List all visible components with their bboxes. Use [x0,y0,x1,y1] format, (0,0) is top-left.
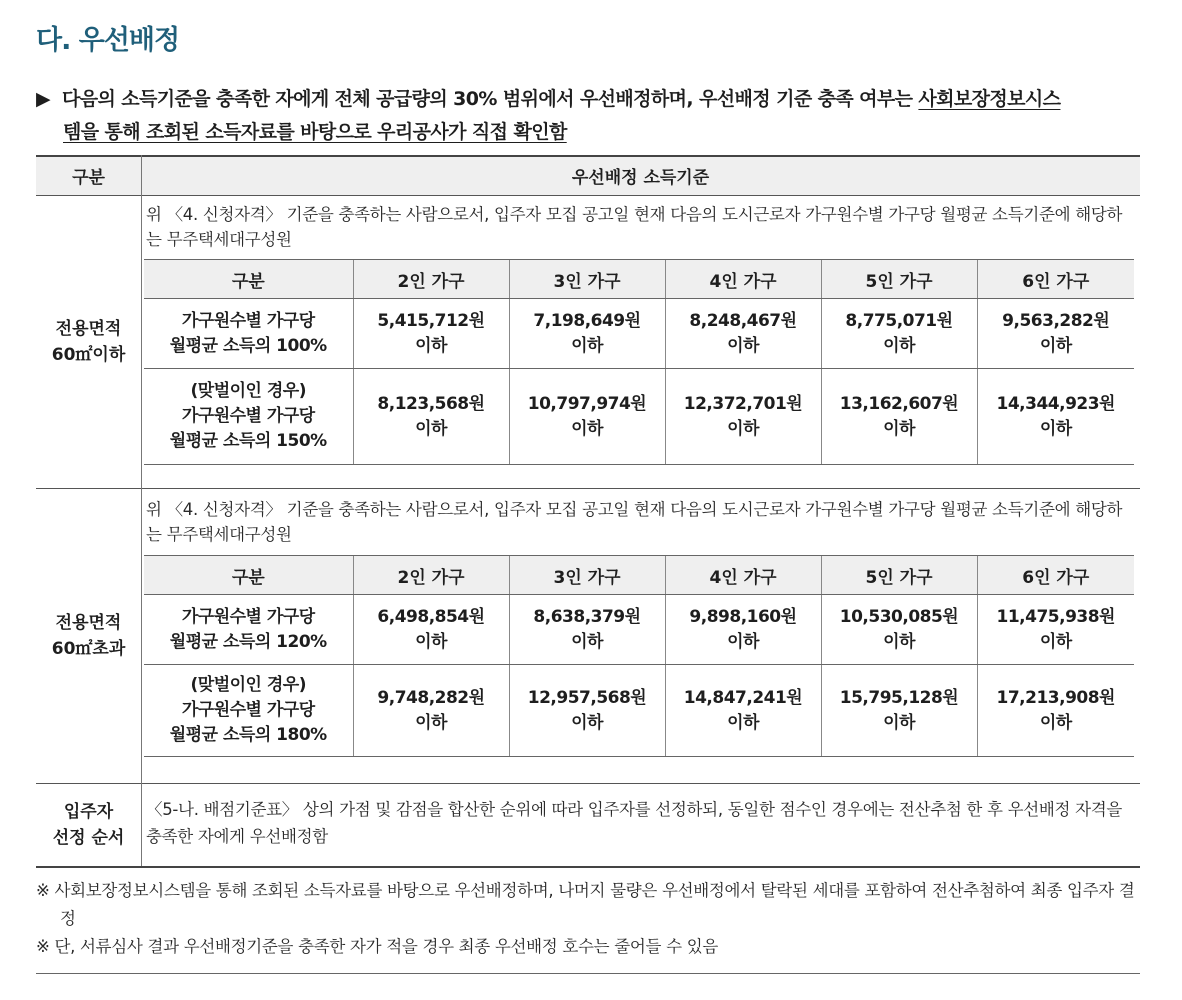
column-header: 6인 가구 [977,556,1134,595]
income-cell: 8,248,467원 이하 [665,299,821,369]
table-top-border [36,155,1140,157]
group-divider-1 [36,488,1140,489]
income-cell: 15,795,128원 이하 [821,665,977,757]
group-1-description: 위 〈4. 신청자격〉 기준을 충족하는 사람으로서, 입주자 모집 공고일 현재 다음의 도시근로자 가구원수별 가구당 월평균 소득기준에 해당하는 무주택세대구성원 [146,205,1123,249]
income-table-60-under [144,259,1134,465]
section-title: 다. 우선배정 [36,25,180,56]
income-cell: 12,372,701원 이하 [665,369,821,465]
income-cell: 12,957,568원 이하 [509,665,665,757]
footnote-2: ※ 단, 서류심사 결과 우선배정기준을 충족한 자가 적을 경우 최종 우선배정 호수는 줄어들 수 있음 [36,937,718,956]
column-header: 5인 가구 [821,260,977,299]
notice-text: 다음의 소득기준을 충족한 자에게 전체 공급량의 30% 범위에서 우선배정하며, 우선배정 기준 충족 여부는 [62,88,919,110]
column-header: 2인 가구 [353,260,509,299]
table-row [144,595,1134,665]
group-label-60-under: 전용면적 60㎡이하 [51,318,126,365]
income-cell: 10,797,974원 이하 [509,369,665,465]
income-cell: 8,123,568원 이하 [353,369,509,465]
order-label: 입주자 선정 순서 [52,801,125,848]
column-header: 구분 [144,556,353,595]
notice-underlined-text-2: 템을 통해 조회된 소득자료를 바탕으로 우리공사가 직접 확인함 [63,121,567,143]
income-cell: 8,638,379원 이하 [509,595,665,665]
income-cell: 13,162,607원 이하 [821,369,977,465]
table-bottom-border [36,866,1140,868]
table-row [144,299,1134,369]
group-label-60-over: 전용면적 60㎡초과 [51,612,126,659]
column-header: 5인 가구 [821,556,977,595]
income-cell: 14,344,923원 이하 [977,369,1134,465]
income-cell: 9,563,282원 이하 [977,299,1134,369]
income-cell: 8,775,071원 이하 [821,299,977,369]
column-header: 4인 가구 [665,556,821,595]
bottom-rule [36,973,1140,974]
order-description: 〈5-나. 배점기준표〉 상의 가점 및 감점을 합산한 순위에 따라 입주자를 선정하되, 동일한 점수인 경우에는 전산추첨 한 후 우선배정 자격을 충족한 자에게 우선배정함 [146,800,1123,846]
income-cell: 14,847,241원 이하 [665,665,821,757]
column-header: 6인 가구 [977,260,1134,299]
group-divider-2 [36,783,1140,784]
column-header: 4인 가구 [665,260,821,299]
header-income-criteria: 우선배정 소득기준 [571,167,710,188]
header-divider [36,195,1140,196]
income-cell: 7,198,649원 이하 [509,299,665,369]
income-cell: 17,213,908원 이하 [977,665,1134,757]
income-cell: 6,498,854원 이하 [353,595,509,665]
footnotes [36,877,1140,961]
notice-paragraph [36,83,1148,149]
income-cell: 5,415,712원 이하 [353,299,509,369]
income-cell: 10,530,085원 이하 [821,595,977,665]
table-header-row [144,260,1134,299]
column-header: 구분 [144,260,353,299]
table-row [144,665,1134,757]
notice-line-1 [36,83,1148,116]
income-table-60-over [144,555,1134,757]
row-label: 가구원수별 가구당 월평균 소득의 120% [144,595,353,665]
label-column-divider [141,155,142,866]
column-header: 2인 가구 [353,556,509,595]
notice-line-2 [36,116,1148,149]
income-cell: 9,898,160원 이하 [665,595,821,665]
row-label: (맞벌이인 경우) 가구원수별 가구당 월평균 소득의 180% [144,665,353,757]
header-category: 구분 [72,167,105,188]
row-label: 가구원수별 가구당 월평균 소득의 100% [144,299,353,369]
arrow-icon: ▶ [36,88,51,110]
footnote-1: ※ 사회보장정보시스템을 통해 조회된 소득자료를 바탕으로 우선배정하며, 나머지 물량은 우선배정에서 탈락된 세대를 포함하여 전산추첨하여 최종 입주자 결정 [36,881,1135,928]
row-label: (맞벌이인 경우) 가구원수별 가구당 월평균 소득의 150% [144,369,353,465]
table-row [144,369,1134,465]
income-cell: 11,475,938원 이하 [977,595,1134,665]
column-header: 3인 가구 [509,556,665,595]
income-cell: 9,748,282원 이하 [353,665,509,757]
column-header: 3인 가구 [509,260,665,299]
notice-underlined-text-1: 사회보장정보시스 [918,88,1061,110]
group-2-description: 위 〈4. 신청자격〉 기준을 충족하는 사람으로서, 입주자 모집 공고일 현재 다음의 도시근로자 가구원수별 가구당 월평균 소득기준에 해당하는 무주택세대구성원 [146,500,1123,544]
table-header-row [144,556,1134,595]
